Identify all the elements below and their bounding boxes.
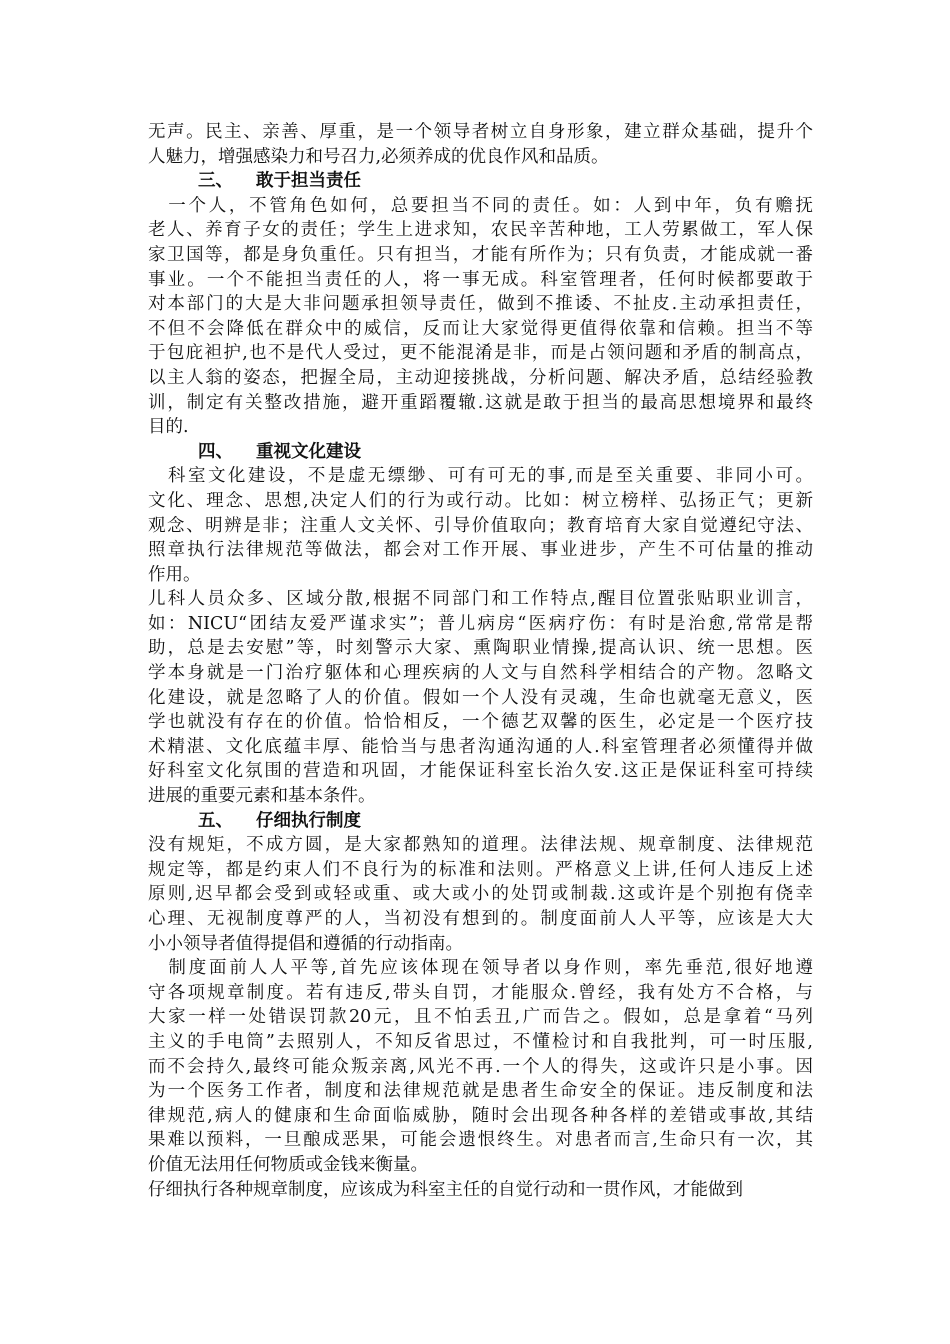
text-line: 家卫国等，都是身负重任。只有担当，才能有所作为；只有负责，才能成就一番 <box>148 244 813 265</box>
text-line: 训，制定有关整改措施，避开重蹈覆辙.这就是敢于担当的最高思想境界和最终 <box>148 392 813 413</box>
text-line: 不但不会降低在群众中的威信，反而让大家觉得更值得依靠和信赖。担当不等 <box>148 318 813 339</box>
text-line: 如：NICU“团结友爱严谨求实”；普儿病房“医病疗伤：有时是治愈,常常是帮 <box>148 613 813 634</box>
paragraph <box>148 194 813 440</box>
text-line: 为一个医务工作者，制度和法律规范就是患者生命安全的保证。违反制度和法 <box>148 1081 813 1102</box>
text-line: 作用。 <box>148 564 201 585</box>
text-line: 律规范,病人的健康和生命面临威胁，随时会出现各种各样的差错或事故,其结 <box>148 1105 813 1126</box>
text-line: 价值无法用任何物质或金钱来衡量。 <box>148 1154 428 1175</box>
section-title: 敢于担当责任 <box>256 171 361 192</box>
text-line: 文化、理念、思想,决定人们的行为或行动。比如：树立榜样、弘扬正气；更新 <box>148 490 813 511</box>
paragraph <box>148 464 813 587</box>
paragraph <box>148 1178 813 1203</box>
paragraph <box>148 120 813 169</box>
text-line: 心理、无视制度尊严的人，当初没有想到的。制度面前人人平等，应该是大大 <box>148 909 813 929</box>
text-line: 对本部门的大是大非问题承担领导责任，做到不推诿、不扯皮.主动承担责任， <box>148 294 813 315</box>
section-number: 三、 <box>198 171 233 192</box>
text-line: 果难以预料，一旦酿成恶果，可能会遗恨终生。对患者而言,生命只有一次，其 <box>148 1130 813 1151</box>
text-line: 以主人翁的姿态，把握全局，主动迎接挑战，分析问题、解决矛盾，总结经验教 <box>148 367 813 388</box>
section-heading <box>148 809 813 834</box>
text-line: 目的. <box>148 417 189 438</box>
text-line: 进展的重要元素和基本条件。 <box>148 786 376 807</box>
text-line: 制度面前人人平等,首先应该体现在领导者以身作则，率先垂范,很好地遵 <box>148 958 813 979</box>
text-line: 好科室文化氛围的营造和巩固，才能保证科室长治久安.这正是保证科室可持续 <box>148 761 813 782</box>
text-line: 助，总是去安慰”等，时刻警示大家、熏陶职业情操,提高认识、统一思想。医 <box>148 638 813 659</box>
section-number: 五、 <box>198 810 233 831</box>
text-line: 小小领导者值得提倡和遵循的行动指南。 <box>148 933 463 954</box>
paragraph <box>148 956 813 1177</box>
text-line: 一个人，不管角色如何，总要担当不同的责任。如：人到中年，负有赡抚 <box>148 195 813 216</box>
document-page <box>148 120 813 1202</box>
section-title: 重视文化建设 <box>256 441 361 462</box>
text-line: 原则,迟早都会受到或轻或重、或大或小的处罚或制裁.这或许是个别抱有侥幸 <box>148 884 813 905</box>
text-line: 于包庇袒护,也不是代人受过，更不能混淆是非，而是占领问题和矛盾的制高点， <box>148 343 813 364</box>
text-line: 科室文化建设，不是虚无缥缈、可有可无的事,而是至关重要、非同小可。 <box>148 466 813 487</box>
text-line: 仔细执行各种规章制度，应该成为科室主任的自觉行动和一贯作风，才能做到 <box>148 1179 743 1200</box>
text-line: 而不会持久,最终可能众叛亲离,风光不再.一个人的得失，这或许只是小事。因 <box>148 1056 813 1077</box>
text-line: 无声。民主、亲善、厚重，是一个领导者树立自身形象，建立群众基础，提升个 <box>148 122 813 142</box>
text-line: 观念、明辨是非；注重人文关怀、引导价值取向；教育培育大家自觉遵纪守法、 <box>148 515 813 536</box>
text-line: 主义的手电筒”去照别人，不知反省思过，不懂检讨和自我批判，可一时压服, <box>148 1031 813 1052</box>
section-number: 四、 <box>198 441 233 462</box>
text-line: 术精湛、文化底蕴丰厚、能恰当与患者沟通沟通的人.科室管理者必须懂得并做 <box>148 736 813 757</box>
text-line: 大家一样一处错误罚款20元，且不怕丢丑,广而告之。假如，总是拿着“马列 <box>148 1007 813 1028</box>
text-line: 学本身就是一门治疗躯体和心理疾病的人文与自然科学相结合的产物。忽略文 <box>148 663 813 684</box>
text-line: 事业。一个不能担当责任的人，将一事无成。科室管理者，任何时候都要敢于 <box>148 269 813 290</box>
paragraph <box>148 587 813 808</box>
text-line: 化建设，就是忽略了人的价值。假如一个人没有灵魂，生命也就毫无意义，医 <box>148 687 813 708</box>
paragraph <box>148 833 813 956</box>
section-heading <box>148 440 813 465</box>
text-line: 人魅力，增强感染力和号召力,必须养成的优良作风和品质。 <box>148 146 609 167</box>
section-heading <box>148 169 813 194</box>
text-line: 规定等，都是约束人们不良行为的标准和法则。严格意义上讲,任何人违反上述 <box>148 859 813 880</box>
text-line: 学也就没有存在的价值。恰恰相反，一个德艺双馨的医生，必定是一个医疗技 <box>148 712 813 733</box>
text-line: 守各项规章制度。若有违反,带头自罚，才能服众.曾经，我有处方不合格，与 <box>148 982 813 1003</box>
text-line: 儿科人员众多、区域分散,根据不同部门和工作特点,醒目位置张贴职业训言， <box>148 589 813 610</box>
text-line: 照章执行法律规范等做法，都会对工作开展、事业进步，产生不可估量的推动 <box>148 540 813 561</box>
text-line: 没有规矩，不成方圆，是大家都熟知的道理。法律法规、规章制度、法律规范 <box>148 835 813 856</box>
section-title: 仔细执行制度 <box>256 810 361 831</box>
text-line: 老人、养育子女的责任；学生上进求知，农民辛苦种地，工人劳累做工，军人保 <box>148 220 813 241</box>
